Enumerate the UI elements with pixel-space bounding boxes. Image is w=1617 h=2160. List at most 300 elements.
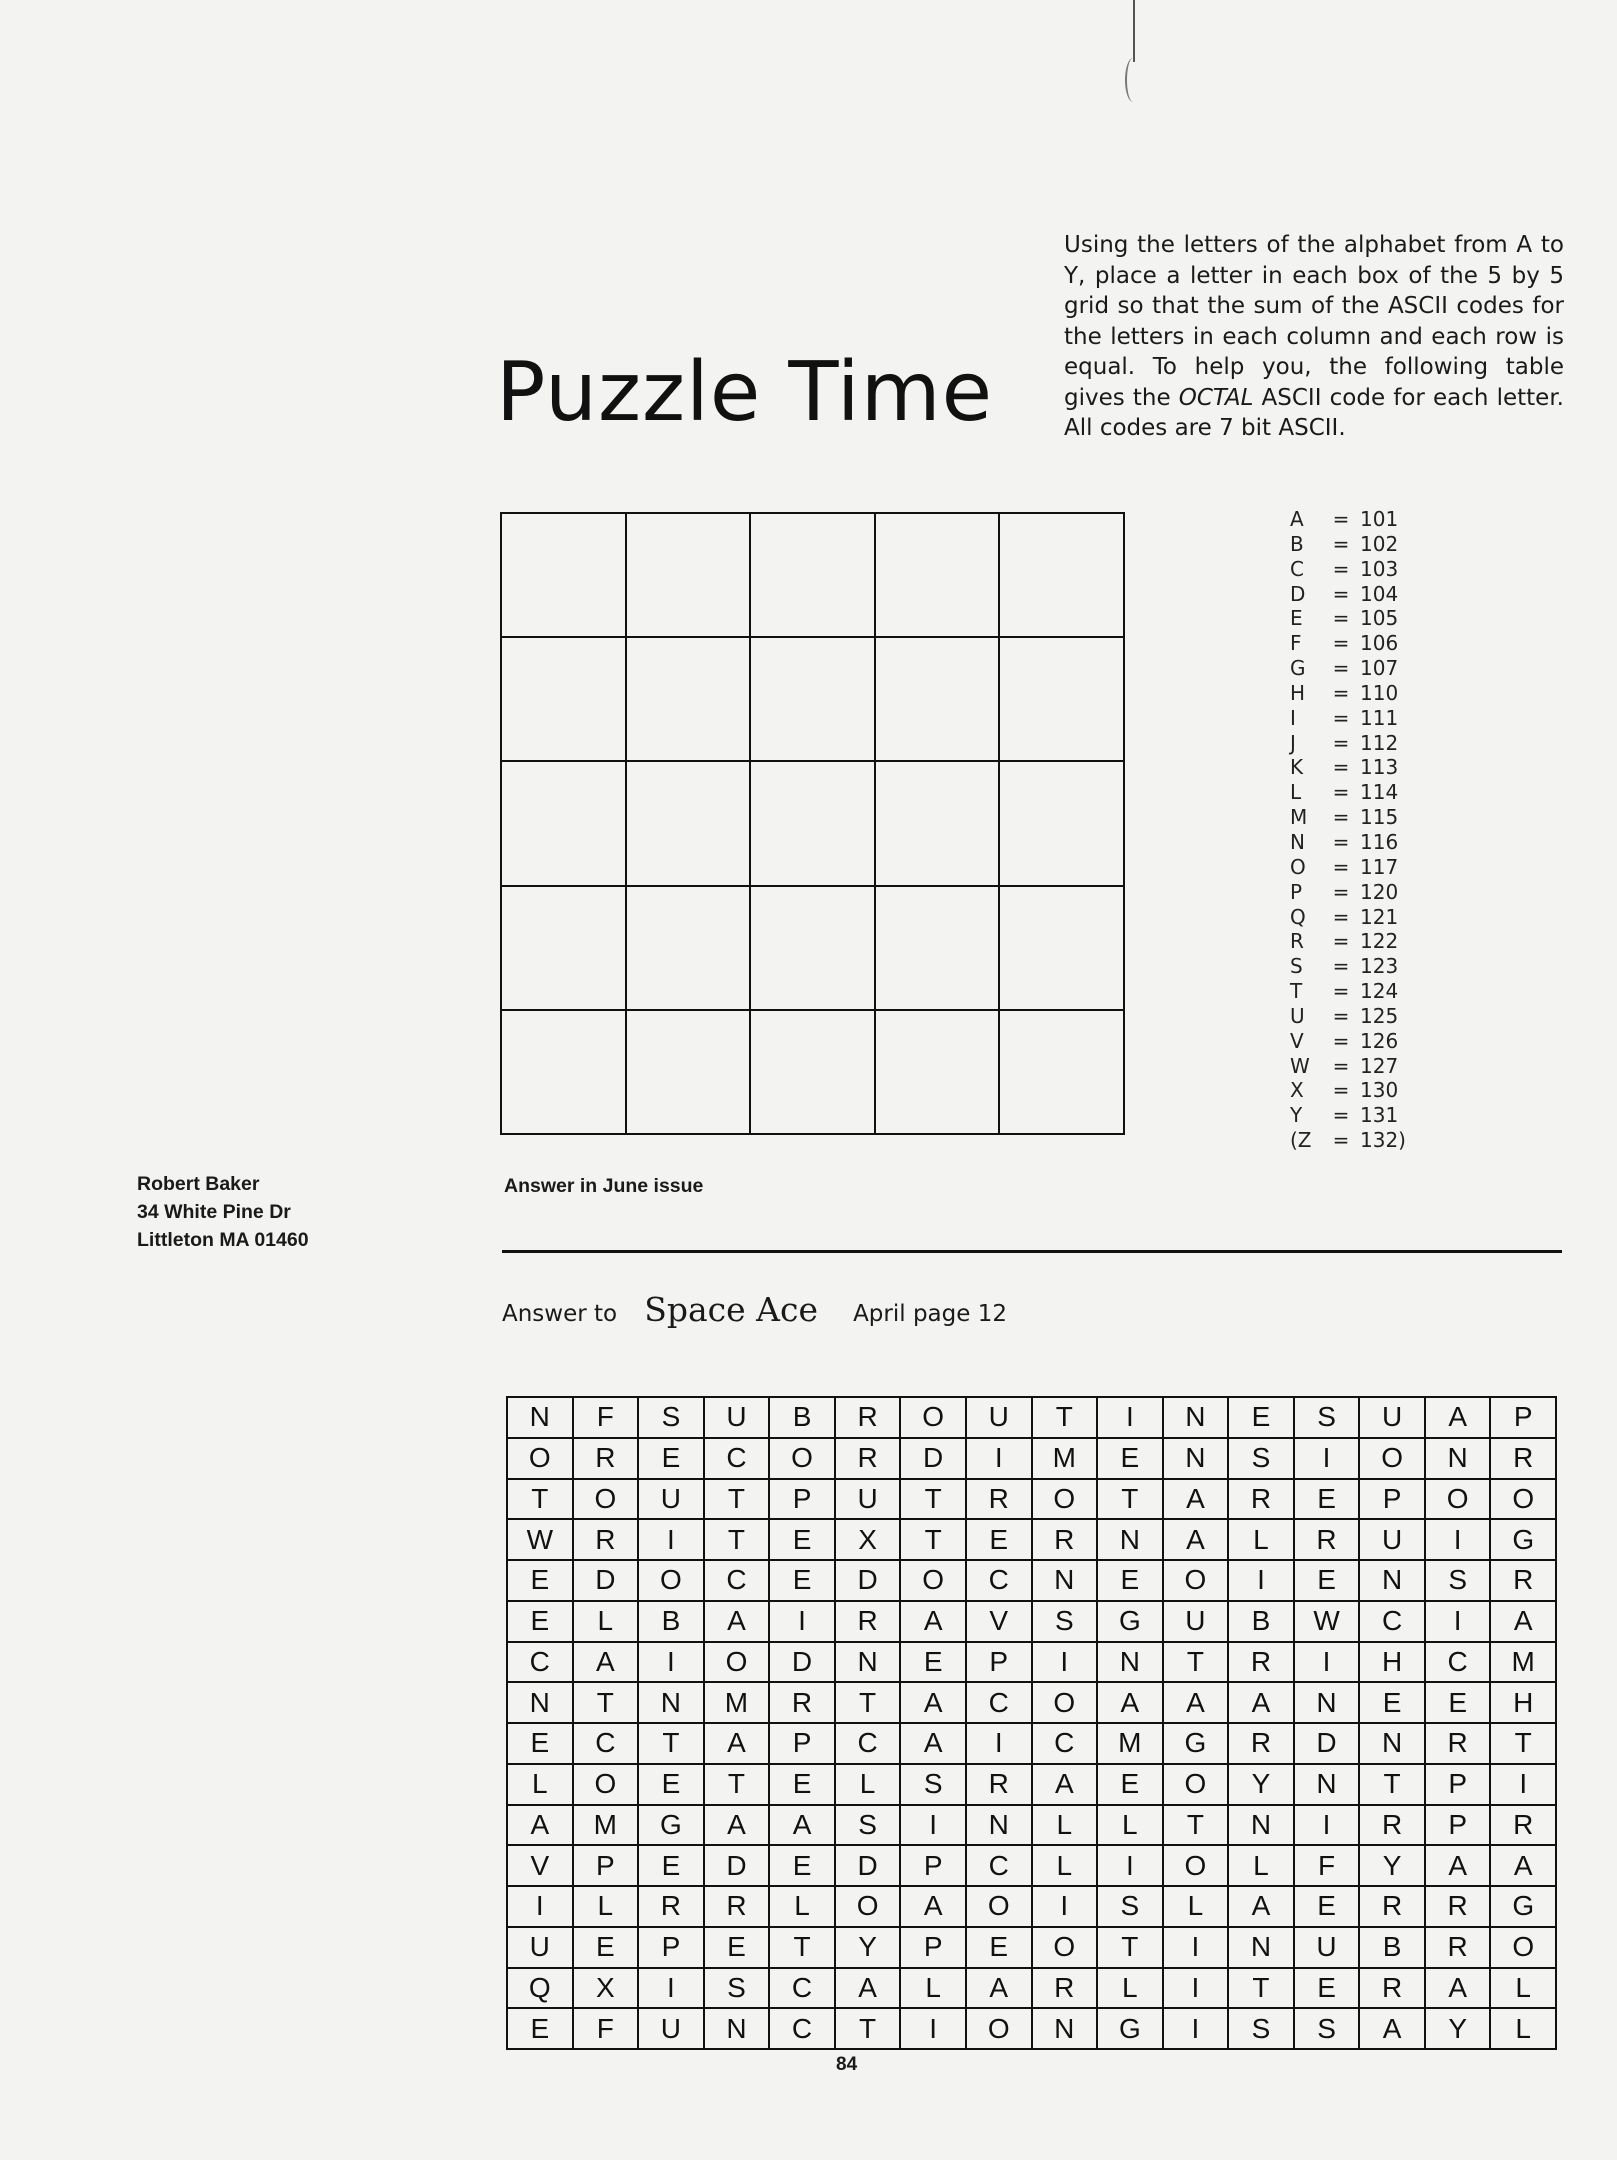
word-search-cell: A: [704, 1601, 770, 1642]
word-search-cell: O: [769, 1438, 835, 1479]
word-search-cell: S: [900, 1764, 966, 1805]
word-search-cell: C: [573, 1723, 639, 1764]
word-search-cell: S: [1294, 1397, 1360, 1438]
word-search-cell: E: [769, 1845, 835, 1886]
equals-sign: =: [1332, 730, 1350, 755]
scan-artifact-curl: [1125, 58, 1141, 102]
word-search-cell: Q: [507, 1968, 573, 2009]
word-search-cell: I: [966, 1723, 1032, 1764]
word-search-cell: F: [573, 2008, 639, 2049]
equals-sign: =: [1332, 755, 1350, 780]
word-search-cell: B: [769, 1397, 835, 1438]
word-search-cell: N: [966, 1805, 1032, 1846]
word-search-cell: T: [1228, 1968, 1294, 2009]
word-search-cell: C: [1359, 1601, 1425, 1642]
word-search-cell: R: [835, 1397, 901, 1438]
ascii-letter: B: [1290, 531, 1304, 556]
word-search-cell: A: [704, 1723, 770, 1764]
puzzle-grid-cell[interactable]: [750, 513, 875, 637]
word-search-cell: A: [900, 1601, 966, 1642]
ascii-letter: S: [1290, 954, 1303, 979]
word-search-cell: A: [1425, 1968, 1491, 2009]
word-search-cell: M: [704, 1682, 770, 1723]
ascii-letter: J: [1290, 730, 1296, 755]
word-search-cell: R: [1425, 1886, 1491, 1927]
word-search-row: [507, 1886, 1556, 1927]
ascii-table-row: [1278, 681, 1420, 706]
equals-sign: =: [1332, 556, 1350, 581]
ascii-letter: Q: [1290, 904, 1306, 929]
ascii-table-row: [1278, 979, 1420, 1004]
equals-sign: =: [1332, 531, 1350, 556]
word-search-cell: N: [1097, 1642, 1163, 1683]
word-search-cell: M: [1097, 1723, 1163, 1764]
ascii-letter: D: [1290, 581, 1306, 606]
word-search-cell: T: [704, 1479, 770, 1520]
word-search-cell: W: [1294, 1601, 1360, 1642]
word-search-cell: P: [769, 1479, 835, 1520]
puzzle-grid-cell[interactable]: [750, 1010, 875, 1134]
word-search-cell: D: [900, 1438, 966, 1479]
word-search-cell: I: [1294, 1805, 1360, 1846]
word-search-cell: N: [704, 2008, 770, 2049]
ascii-letter: N: [1290, 829, 1305, 854]
ascii-letter: W: [1290, 1053, 1310, 1078]
word-search-row: [507, 1397, 1556, 1438]
equals-sign: =: [1332, 656, 1350, 681]
ascii-table-row: [1278, 880, 1420, 905]
word-search-cell: R: [1228, 1723, 1294, 1764]
word-search-cell: T: [573, 1682, 639, 1723]
word-search-cell: D: [573, 1560, 639, 1601]
puzzle-grid-row: [501, 1010, 1124, 1134]
word-search-cell: G: [638, 1805, 704, 1846]
word-search-cell: E: [1425, 1682, 1491, 1723]
equals-sign: =: [1332, 705, 1350, 730]
equals-sign: =: [1332, 1028, 1350, 1053]
ascii-octal-code: 117: [1360, 854, 1399, 879]
equals-sign: =: [1332, 507, 1350, 531]
word-search-cell: E: [769, 1764, 835, 1805]
ascii-table-row: [1278, 1054, 1420, 1079]
ascii-table-row: [1278, 582, 1420, 607]
word-search-cell: I: [638, 1642, 704, 1683]
ascii-octal-code: 110: [1360, 680, 1399, 705]
word-search-cell: L: [1228, 1519, 1294, 1560]
word-search-cell: L: [769, 1886, 835, 1927]
word-search-cell: I: [1163, 2008, 1229, 2049]
word-search-cell: N: [1359, 1560, 1425, 1601]
ascii-table-row: [1278, 1004, 1420, 1029]
word-search-cell: R: [1425, 1927, 1491, 1968]
puzzle-grid-cell[interactable]: [999, 513, 1124, 637]
puzzle-grid-row: [501, 886, 1124, 1010]
word-search-cell: T: [704, 1764, 770, 1805]
word-search-cell: A: [769, 1805, 835, 1846]
ascii-octal-code: 101: [1360, 507, 1399, 531]
answer-puzzle-name: Space Ace: [644, 1290, 818, 1329]
word-search-cell: N: [1359, 1723, 1425, 1764]
word-search-cell: N: [638, 1682, 704, 1723]
word-search-cell: N: [835, 1642, 901, 1683]
word-search-cell: T: [638, 1723, 704, 1764]
answer-prefix: Answer to: [502, 1301, 618, 1327]
word-search-cell: L: [573, 1886, 639, 1927]
word-search-cell: E: [1294, 1479, 1360, 1520]
ascii-table-row: [1278, 532, 1420, 557]
puzzle-grid-cell[interactable]: [626, 513, 751, 637]
ascii-table-row: [1278, 805, 1420, 830]
word-search-cell: O: [1163, 1560, 1229, 1601]
word-search-cell: I: [769, 1601, 835, 1642]
word-search-cell: S: [1228, 2008, 1294, 2049]
word-search-cell: A: [1163, 1479, 1229, 1520]
word-search-cell: L: [1490, 1968, 1556, 2009]
word-search-cell: L: [835, 1764, 901, 1805]
word-search-cell: C: [769, 1968, 835, 2009]
word-search-row: [507, 1519, 1556, 1560]
ascii-octal-code: 130: [1360, 1078, 1399, 1103]
equals-sign: =: [1332, 904, 1350, 929]
puzzle-grid-cell[interactable]: [626, 886, 751, 1010]
word-search-cell: R: [1359, 1886, 1425, 1927]
author-name: Robert Baker: [137, 1173, 260, 1195]
word-search-cell: A: [1425, 1845, 1491, 1886]
ascii-letter: A: [1290, 507, 1304, 531]
word-search-cell: N: [1294, 1682, 1360, 1723]
word-search-row: [507, 1805, 1556, 1846]
equals-sign: =: [1332, 581, 1350, 606]
equals-sign: =: [1332, 1078, 1350, 1103]
word-search-cell: P: [1359, 1479, 1425, 1520]
word-search-cell: S: [835, 1805, 901, 1846]
word-search-cell: T: [1097, 1479, 1163, 1520]
word-search-cell: S: [1228, 1438, 1294, 1479]
answer-heading: [502, 1290, 1007, 1329]
word-search-cell: A: [1228, 1886, 1294, 1927]
word-search-cell: A: [1490, 1845, 1556, 1886]
equals-sign: =: [1332, 879, 1350, 904]
word-search-cell: M: [573, 1805, 639, 1846]
word-search-cell: P: [638, 1927, 704, 1968]
word-search-cell: O: [507, 1438, 573, 1479]
word-search-cell: R: [1359, 1805, 1425, 1846]
word-search-row: [507, 1438, 1556, 1479]
word-search-cell: Y: [835, 1927, 901, 1968]
word-search-cell: U: [1359, 1397, 1425, 1438]
word-search-cell: F: [1294, 1845, 1360, 1886]
word-search-cell: C: [966, 1560, 1032, 1601]
equals-sign: =: [1332, 680, 1350, 705]
equals-sign: =: [1332, 979, 1350, 1004]
word-search-cell: D: [835, 1845, 901, 1886]
equals-sign: =: [1332, 606, 1350, 631]
ascii-octal-code: 112: [1360, 730, 1399, 755]
word-search-cell: E: [1294, 1560, 1360, 1601]
intro-emphasis: OCTAL: [1178, 384, 1254, 411]
puzzle-grid-cell[interactable]: [750, 886, 875, 1010]
puzzle-grid-5x5: [500, 512, 1125, 1135]
word-search-cell: A: [1163, 1682, 1229, 1723]
ascii-letter: M: [1290, 805, 1308, 830]
word-search-cell: C: [1425, 1642, 1491, 1683]
word-search-cell: P: [1425, 1805, 1491, 1846]
puzzle-grid-cell[interactable]: [626, 637, 751, 761]
word-search-cell: R: [966, 1764, 1032, 1805]
word-search-cell: E: [638, 1438, 704, 1479]
puzzle-grid-cell[interactable]: [875, 513, 1000, 637]
word-search-cell: O: [1425, 1479, 1491, 1520]
ascii-table-row: [1278, 557, 1420, 582]
word-search-cell: O: [966, 1886, 1032, 1927]
word-search-cell: A: [966, 1968, 1032, 2009]
puzzle-grid-cell[interactable]: [750, 761, 875, 885]
word-search-cell: L: [507, 1764, 573, 1805]
puzzle-grid-cell[interactable]: [626, 1010, 751, 1134]
word-search-row: [507, 1845, 1556, 1886]
word-search-cell: R: [1490, 1805, 1556, 1846]
word-search-cell: U: [1294, 1927, 1360, 1968]
equals-sign: =: [1332, 954, 1350, 979]
ascii-table-row: [1278, 954, 1420, 979]
word-search-cell: P: [900, 1927, 966, 1968]
word-search-cell: A: [507, 1805, 573, 1846]
word-search-cell: O: [1032, 1479, 1098, 1520]
word-search-cell: I: [1425, 1519, 1491, 1560]
word-search-cell: R: [1032, 1519, 1098, 1560]
ascii-octal-code: 116: [1360, 829, 1399, 854]
ascii-table-row: [1278, 656, 1420, 681]
word-search-cell: E: [966, 1519, 1032, 1560]
word-search-cell: E: [704, 1927, 770, 1968]
ascii-letter: G: [1290, 656, 1306, 681]
word-search-cell: L: [1163, 1886, 1229, 1927]
word-search-cell: O: [1163, 1845, 1229, 1886]
word-search-cell: A: [900, 1723, 966, 1764]
puzzle-grid-cell[interactable]: [501, 513, 626, 637]
ascii-table-row: [1278, 905, 1420, 930]
word-search-row: [507, 1479, 1556, 1520]
word-search-cell: L: [1228, 1845, 1294, 1886]
word-search-cell: H: [1490, 1682, 1556, 1723]
word-search-cell: R: [769, 1682, 835, 1723]
word-search-cell: E: [638, 1845, 704, 1886]
word-search-cell: R: [573, 1519, 639, 1560]
word-search-cell: I: [1163, 1927, 1229, 1968]
ascii-letter: V: [1290, 1028, 1304, 1053]
word-search-cell: T: [835, 1682, 901, 1723]
puzzle-grid-cell[interactable]: [999, 886, 1124, 1010]
ascii-table-row: [1278, 606, 1420, 631]
word-search-cell: L: [1097, 1805, 1163, 1846]
word-search-cell: E: [769, 1560, 835, 1601]
word-search-cell: R: [1228, 1642, 1294, 1683]
ascii-letter: H: [1290, 680, 1306, 705]
word-search-cell: A: [704, 1805, 770, 1846]
word-search-cell: L: [1490, 2008, 1556, 2049]
word-search-cell: E: [638, 1764, 704, 1805]
word-search-cell: Y: [1425, 2008, 1491, 2049]
word-search-cell: O: [1490, 1927, 1556, 1968]
word-search-cell: T: [704, 1519, 770, 1560]
word-search-cell: R: [1032, 1968, 1098, 2009]
ascii-table-row: [1278, 706, 1420, 731]
word-search-cell: C: [769, 2008, 835, 2049]
ascii-letter: Y: [1290, 1103, 1303, 1128]
word-search-cell: O: [573, 1479, 639, 1520]
word-search-cell: A: [1359, 2008, 1425, 2049]
word-search-cell: U: [966, 1397, 1032, 1438]
equals-sign: =: [1332, 854, 1350, 879]
word-search-cell: E: [1294, 1886, 1360, 1927]
word-search-cell: R: [573, 1438, 639, 1479]
ascii-table-row: [1278, 731, 1420, 756]
word-search-cell: T: [1097, 1927, 1163, 1968]
puzzle-grid-cell[interactable]: [875, 761, 1000, 885]
word-search-cell: V: [966, 1601, 1032, 1642]
word-search-cell: I: [507, 1886, 573, 1927]
answer-reference: April page 12: [853, 1301, 1007, 1327]
puzzle-grid-cell[interactable]: [875, 1010, 1000, 1134]
word-search-cell: N: [1032, 1560, 1098, 1601]
author-address: [137, 1170, 309, 1254]
ascii-octal-code: 127: [1360, 1053, 1399, 1078]
word-search-cell: N: [1425, 1438, 1491, 1479]
word-search-cell: P: [1490, 1397, 1556, 1438]
word-search-cell: I: [1032, 1642, 1098, 1683]
word-search-cell: O: [638, 1560, 704, 1601]
puzzle-grid-cell[interactable]: [875, 886, 1000, 1010]
ascii-octal-code: 121: [1360, 904, 1399, 929]
word-search-cell: I: [1294, 1438, 1360, 1479]
word-search-cell: M: [1032, 1438, 1098, 1479]
word-search-cell: U: [507, 1927, 573, 1968]
word-search-cell: S: [1032, 1601, 1098, 1642]
intro-text-start: Using the letters of the alphabet from A to Y, place a letter in each box of the 5 by 5 grid so that the sum of the ASCII codes for the letters in each column and each row is equal. To help you, the following table gives the: [1064, 232, 1564, 411]
ascii-octal-code: 125: [1360, 1003, 1399, 1028]
puzzle-grid-cell[interactable]: [999, 1010, 1124, 1134]
word-search-row: [507, 1601, 1556, 1642]
word-search-cell: O: [1163, 1764, 1229, 1805]
word-search-row: [507, 1927, 1556, 1968]
ascii-octal-code: 107: [1360, 656, 1399, 681]
word-search-cell: S: [704, 1968, 770, 2009]
ascii-octal-code: 111: [1360, 705, 1399, 730]
puzzle-grid-cell[interactable]: [501, 761, 626, 885]
word-search-row: [507, 1723, 1556, 1764]
ascii-letter: E: [1290, 606, 1303, 631]
word-search-cell: S: [1097, 1886, 1163, 1927]
word-search-cell: E: [1097, 1764, 1163, 1805]
word-search-cell: L: [1032, 1845, 1098, 1886]
word-search-cell: R: [1294, 1519, 1360, 1560]
puzzle-grid-cell[interactable]: [501, 886, 626, 1010]
octal-ascii-table: [1278, 507, 1420, 1153]
ascii-octal-code: 124: [1360, 979, 1399, 1004]
word-search-cell: E: [900, 1642, 966, 1683]
word-search-cell: I: [1097, 1397, 1163, 1438]
word-search-cell: A: [1032, 1764, 1098, 1805]
word-search-cell: P: [900, 1845, 966, 1886]
puzzle-grid-cell[interactable]: [999, 637, 1124, 761]
word-search-cell: L: [573, 1601, 639, 1642]
word-search-cell: A: [1163, 1519, 1229, 1560]
word-search-cell: R: [966, 1479, 1032, 1520]
word-search-cell: I: [1490, 1764, 1556, 1805]
puzzle-grid-cell[interactable]: [999, 761, 1124, 885]
puzzle-grid-cell[interactable]: [626, 761, 751, 885]
ascii-table-row: [1278, 631, 1420, 656]
word-search-cell: N: [507, 1397, 573, 1438]
word-search-cell: X: [573, 1968, 639, 2009]
puzzle-grid-row: [501, 513, 1124, 637]
word-search-cell: I: [638, 1519, 704, 1560]
word-search-cell: W: [507, 1519, 573, 1560]
word-search-cell: I: [1425, 1601, 1491, 1642]
word-search-cell: C: [704, 1560, 770, 1601]
word-search-cell: C: [966, 1845, 1032, 1886]
word-search-cell: S: [638, 1397, 704, 1438]
puzzle-grid-cell[interactable]: [501, 1010, 626, 1134]
word-search-cell: U: [1359, 1519, 1425, 1560]
ascii-table-row: [1278, 755, 1420, 780]
equals-sign: =: [1332, 1103, 1350, 1128]
word-search-cell: R: [1425, 1723, 1491, 1764]
page-title: Puzzle Time: [496, 345, 994, 440]
ascii-table-row: [1278, 1128, 1420, 1153]
word-search-cell: E: [1294, 1968, 1360, 2009]
word-search-cell: X: [835, 1519, 901, 1560]
word-search-cell: P: [769, 1723, 835, 1764]
answer-note: Answer in June issue: [504, 1175, 704, 1197]
word-search-row: [507, 1682, 1556, 1723]
ascii-octal-code: 115: [1360, 805, 1399, 830]
equals-sign: =: [1332, 805, 1350, 830]
ascii-octal-code: 132): [1360, 1128, 1406, 1153]
word-search-cell: E: [507, 1560, 573, 1601]
word-search-cell: O: [1032, 1927, 1098, 1968]
section-divider: [502, 1250, 1562, 1253]
ascii-table-row: [1278, 507, 1420, 532]
puzzle-grid-cell[interactable]: [750, 637, 875, 761]
word-search-cell: O: [835, 1886, 901, 1927]
ascii-octal-code: 120: [1360, 879, 1399, 904]
word-search-cell: N: [1228, 1927, 1294, 1968]
word-search-cell: G: [1490, 1886, 1556, 1927]
puzzle-grid-cell[interactable]: [875, 637, 1000, 761]
word-search-cell: T: [1490, 1723, 1556, 1764]
word-search-cell: E: [1228, 1397, 1294, 1438]
ascii-octal-code: 105: [1360, 606, 1399, 631]
word-search-cell: T: [900, 1519, 966, 1560]
puzzle-grid-cell[interactable]: [501, 637, 626, 761]
word-search-cell: T: [1032, 1397, 1098, 1438]
ascii-octal-code: 131: [1360, 1103, 1399, 1128]
word-search-cell: A: [1490, 1601, 1556, 1642]
word-search-cell: A: [573, 1642, 639, 1683]
ascii-octal-code: 104: [1360, 581, 1399, 606]
word-search-cell: O: [900, 1397, 966, 1438]
author-city: Littleton MA 01460: [137, 1229, 309, 1251]
word-search-cell: T: [769, 1927, 835, 1968]
equals-sign: =: [1332, 631, 1350, 656]
page-number: 84: [836, 2054, 858, 2075]
word-search-grid: [506, 1396, 1557, 2050]
word-search-cell: L: [1097, 1968, 1163, 2009]
word-search-row: [507, 1560, 1556, 1601]
word-search-cell: O: [1359, 1438, 1425, 1479]
ascii-letter: C: [1290, 556, 1304, 581]
